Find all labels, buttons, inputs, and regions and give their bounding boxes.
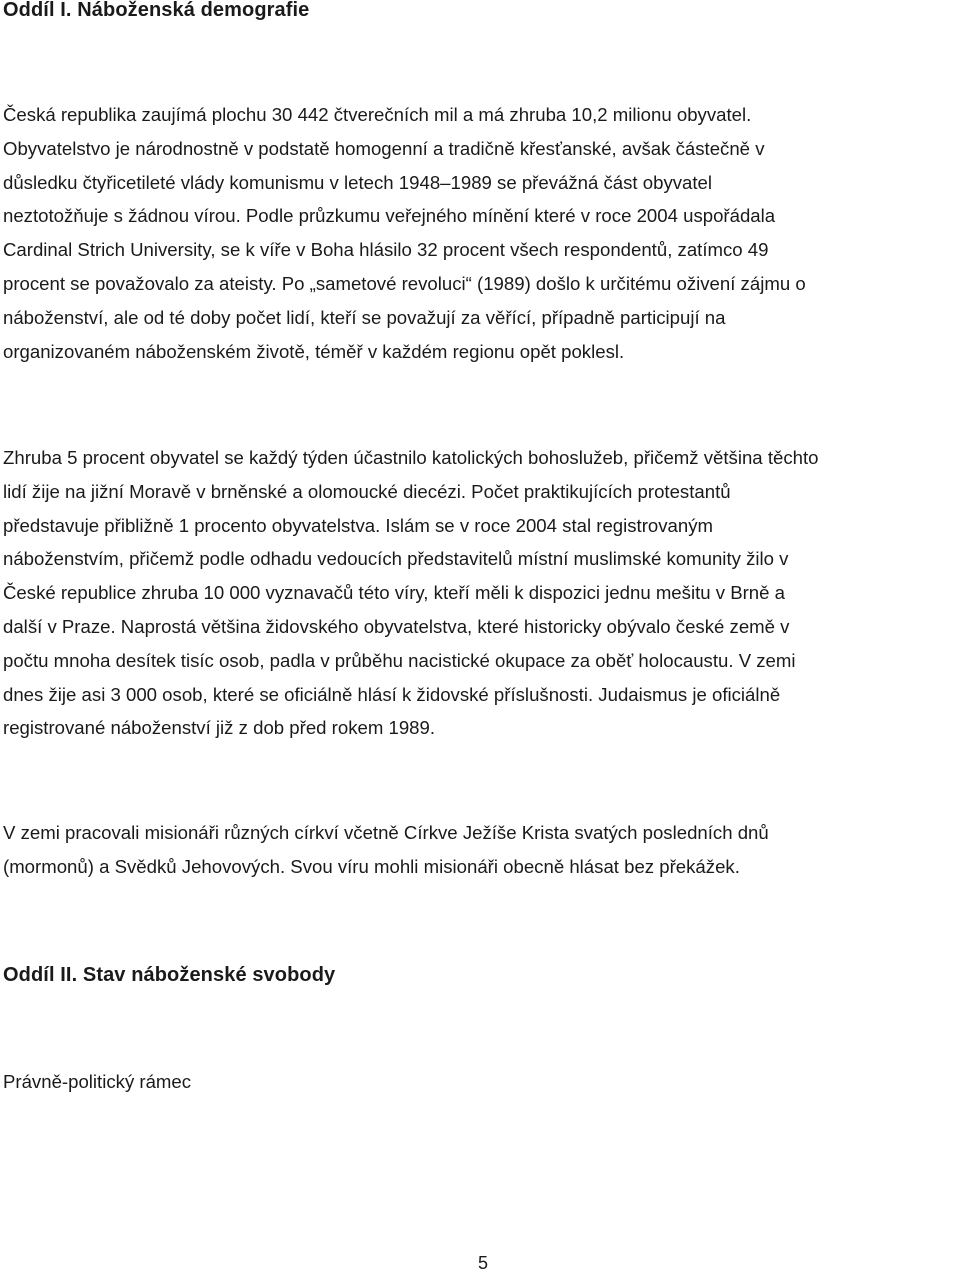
text-line: procent se považovalo za ateisty. Po „sametové revoluci“ (1989) došlo k určitému oživení zájmu o [3,272,806,294]
subsection-title: Právně-politický rámec [3,1071,192,1092]
text-line: lidí žije na jižní Moravě v brněnské a olomoucké diecézi. Počet praktikujících protestantů [3,480,731,502]
page-number: 5 [477,1253,488,1273]
paragraph-demographics [3,98,957,368]
text-line: další v Praze. Naprostá většina židovského obyvatelstva, které historicky obývalo české země v [3,615,790,637]
text-line: důsledku čtyřicetileté vlády komunismu v letech 1948–1989 se převážná část obyvatel [3,171,713,193]
text-line: organizovaném náboženském životě, téměř v každém regionu opět poklesl. [3,340,625,362]
text-line: dnes žije asi 3 000 osob, které se oficiálně hlásí k židovské příslušnosti. Judaismus je oficiálně [3,683,781,705]
section-heading-2: Oddíl II. Stav náboženské svobody [3,964,336,986]
text-line: registrované náboženství již z dob před rokem 1989. [3,717,436,739]
text-line: Česká republika zaujímá plochu 30 442 čtverečních mil a má zhruba 10,2 milionu obyvatel. [3,104,752,125]
text-line: České republice zhruba 10 000 vyznavačů této víry, kteří měli k dispozici jednu mešitu v Brně a [3,582,785,604]
paragraph-religious-groups [3,441,957,745]
section-heading-1: Oddíl I. Náboženská demografie [3,0,310,21]
text-line: počtu mnoha desítek tisíc osob, padla v průběhu nacistické okupace za oběť holocaustu. V zemi [3,649,796,671]
text-line: představuje přibližně 1 procento obyvatelstva. Islám se v roce 2004 stal registrovaným [3,514,714,536]
text-line: Obyvatelstvo je národnostně v podstatě homogenní a tradičně křesťanské, avšak částečně v [3,137,765,159]
text-line: (mormonů) a Svědků Jehovových. Svou víru mohli misionáři obecně hlásat bez překážek. [3,855,740,877]
text-line: náboženství, ale od té doby počet lidí, kteří se považují za věřící, případně participují na [3,306,726,328]
text-line: neztotožňuje s žádnou vírou. Podle průzkumu veřejného mínění které v roce 2004 uspořádala [3,205,776,227]
text-line: náboženstvím, přičemž podle odhadu vedoucích představitelů místní muslimské komunity žilo v [3,548,789,570]
text-line: Zhruba 5 procent obyvatel se každý týden účastnilo katolických bohoslužeb, přičemž většina těchto [3,447,819,468]
paragraph-missionaries [3,816,957,884]
text-line: V zemi pracovali misionáři různých církví včetně Církve Ježíše Krista svatých posledních dnů [3,822,769,843]
text-line: Cardinal Strich University, se k víře v Boha hlásilo 32 procent všech respondentů, zatímco 49 [3,239,769,261]
